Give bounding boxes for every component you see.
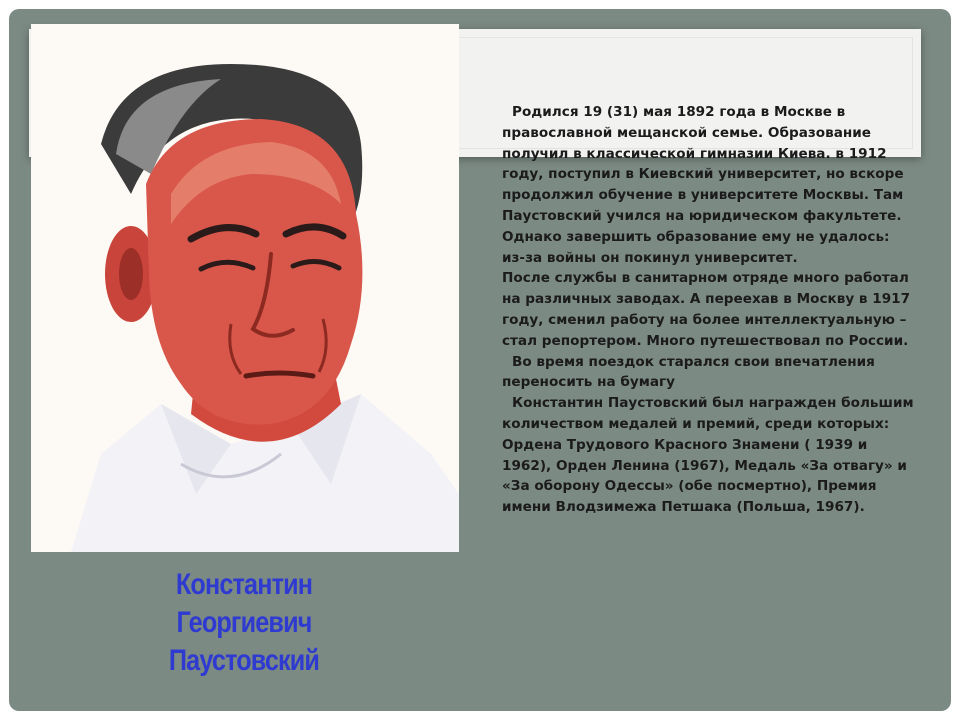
bio-paragraph: Константин Паустовский был награжден большим количеством медалей и премий, среди которых: Ордена Трудового Красного Знамени ( 1939 и 1962), Орден Ленина (1967), Медаль «За отвагу» и «За оборону Одессы» (обе посмертно), Премия имени Влодзимежа Петшака (Польша, 1967). xyxy=(502,395,914,516)
portrait-image xyxy=(31,24,459,552)
bio-paragraph: Во время поездок старался свои впечатления переносить на бумагу xyxy=(502,353,875,391)
portrait-drawing xyxy=(31,24,459,552)
bio-paragraph: После службы в санитарном отряде много работал на различных заводах. А переехав в Москву в 1917 году, сменил работу на более интеллектуальную – стал репортером. Много путешествовал по России. xyxy=(502,270,911,349)
author-name xyxy=(139,566,349,680)
slide xyxy=(9,9,951,711)
bio-paragraph: Родился 19 (31) мая 1892 года в Москве в православной мещанской семье. Образование получил в классической гимназии Киева. в 1912 году, поступил в Киевский университет, но вскоре продолжил обучение в университете Москвы. Там Паустовский учился на юридическом факультете. Однако завершить образование ему не удалось: из-за войны он покинул университет. xyxy=(502,104,904,266)
author-name-line: Паустовский xyxy=(168,644,320,677)
biography-text xyxy=(502,102,914,518)
author-name-line: Георгиевич xyxy=(176,606,312,639)
author-name-line: Константин xyxy=(175,568,313,601)
